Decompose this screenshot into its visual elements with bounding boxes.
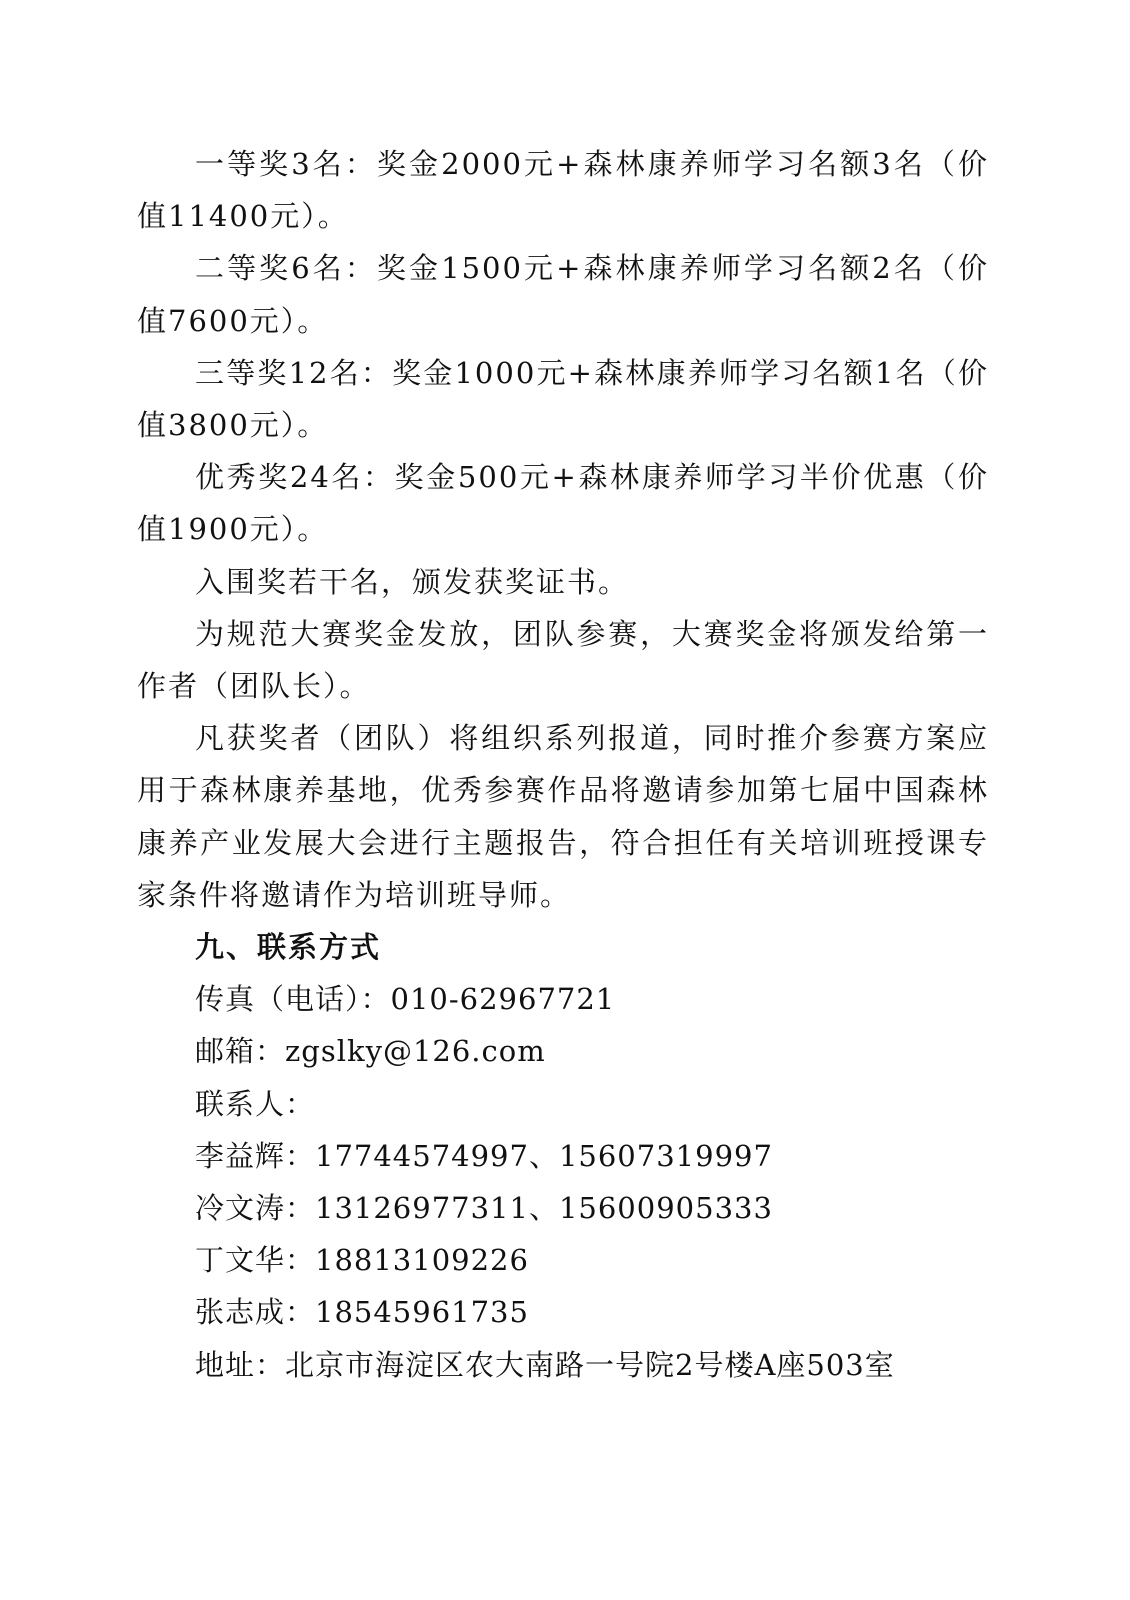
award-third-prize: 三等奖12名：奖金1000元+森林康养师学习名额1名（价值3800元）。 (137, 355, 989, 443)
contact-fax: 传真（电话）：010-62967721 (195, 982, 616, 1017)
contact-section-heading: 九、联系方式 (195, 930, 382, 965)
contact-person-ding: 丁文华：18813109226 (195, 1243, 529, 1278)
award-first-prize: 一等奖3名：奖金2000元+森林康养师学习名额3名（价值11400元）。 (137, 147, 989, 234)
contact-person-leng: 冷文涛：13126977311、15600905333 (195, 1191, 773, 1226)
contact-person-zhang: 张志成：18545961735 (195, 1295, 529, 1330)
contact-address: 地址：北京市海淀区农大南路一号院2号楼A座503室 (195, 1347, 895, 1382)
award-second-prize: 二等奖6名：奖金1500元+森林康养师学习名额2名（价值7600元）。 (137, 251, 989, 338)
document-body (137, 138, 989, 1391)
award-finalist: 入围奖若干名，颁发获奖证书。 (195, 564, 630, 599)
prize-distribution-note: 为规范大赛奖金发放，团队参赛，大赛奖金将颁发给第一作者（团队长）。 (137, 616, 989, 704)
contact-email: 邮箱：zgslky@126.com (195, 1034, 546, 1069)
contact-person-li: 李益辉：17744574997、15607319997 (195, 1138, 773, 1173)
contact-persons-label: 联系人： (195, 1086, 316, 1121)
winner-promotion-note: 凡获奖者（团队）将组织系列报道，同时推介参赛方案应用于森林康养基地，优秀参赛作品将邀请参加第七届中国森林康养产业发展大会进行主题报告，符合担任有关培训班授课专家条件将邀请作为培训班导师。 (137, 721, 989, 912)
award-excellence-prize: 优秀奖24名：奖金500元+森林康养师学习半价优惠（价值1900元）。 (137, 460, 989, 547)
